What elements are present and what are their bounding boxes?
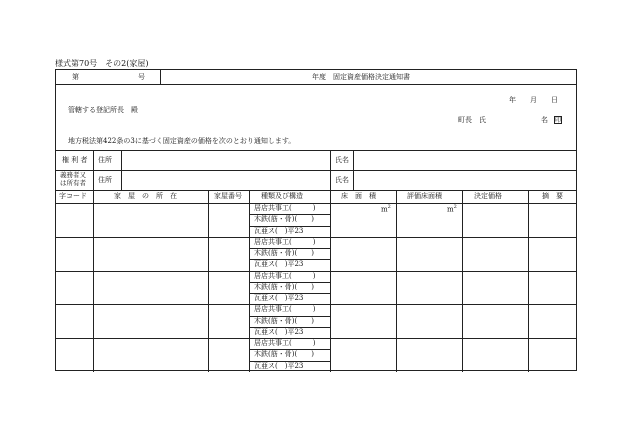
structure-line: 木鉄(筋・骨)( )	[254, 316, 314, 325]
header-eval-area: 評価床面積	[407, 192, 442, 200]
col-divider	[330, 190, 331, 372]
eval-area-unit	[447, 205, 457, 213]
header-aza-code: 字コード	[59, 192, 87, 200]
holder-row-bottom	[56, 170, 576, 171]
col-divider	[528, 190, 529, 372]
sender-name-prefix: 町長 氏	[458, 116, 486, 124]
title-row-bottom	[56, 84, 576, 85]
structure-line: 木鉄(筋・骨)( )	[254, 249, 314, 258]
table-row	[56, 338, 576, 339]
structure-line: 居店共事工( )	[254, 204, 316, 212]
form-title: 年度 固定資産価格決定通知書	[312, 73, 410, 81]
holder-address-label: 住所	[98, 156, 112, 164]
holder-name-label: 氏名	[335, 156, 349, 164]
sender-name-suffix: 名	[541, 116, 548, 124]
col-divider	[462, 190, 463, 372]
obligor-name-label: 氏名	[335, 176, 349, 184]
addressee: 管轄する登記所長 殿	[68, 106, 138, 114]
structure-line: 居店共事工( )	[254, 305, 316, 314]
area-unit-exponent: 2	[387, 204, 391, 210]
notice-body: 地方税法第422条の3に基づく固定資産の価格を次のとおり通知します。	[68, 137, 296, 145]
structure-line: 瓦亜ス( )平23	[254, 361, 304, 370]
notice-bottom	[56, 150, 576, 151]
go-label: 号	[138, 73, 145, 81]
header-structure: 種類及び構造	[261, 192, 303, 200]
structure-line: 瓦亜ス( )平23	[254, 327, 304, 336]
col-divider	[208, 190, 209, 372]
table-row	[56, 237, 576, 238]
obligor-address-label: 住所	[98, 176, 112, 184]
dai-label: 第	[72, 73, 79, 81]
header-remarks: 摘 要	[542, 192, 563, 200]
seal-mark: 印	[555, 117, 562, 124]
area-unit-exponent: 2	[453, 204, 457, 210]
notice-date: 年 月 日	[509, 96, 558, 104]
area-unit-text: m	[447, 205, 454, 214]
obligor-label-line2: は所有者	[60, 179, 86, 187]
valuation-notice-form	[55, 69, 577, 371]
header-floor-area: 床 面 積	[341, 192, 376, 200]
structure-line: 木鉄(筋・骨)( )	[254, 215, 314, 224]
structure-line: 木鉄(筋・骨)( )	[254, 350, 314, 359]
header-price: 決定価格	[474, 192, 502, 200]
table-row	[56, 271, 576, 272]
structure-line: 居店共事工( )	[254, 271, 316, 280]
col-divider	[396, 190, 397, 372]
floor-area-unit	[381, 205, 391, 213]
structure-line: 居店共事工( )	[254, 237, 316, 246]
table-row	[56, 304, 576, 305]
structure-line: 瓦亜ス( )平23	[254, 260, 304, 269]
header-house-number: 家屋番号	[214, 192, 242, 200]
col-divider	[93, 190, 94, 372]
holder-label: 権 利 者	[62, 156, 88, 164]
header-bottom	[56, 203, 576, 204]
title-divider	[160, 70, 161, 84]
area-unit-text: m	[381, 205, 388, 214]
obligor-label-line1: 義務者又	[60, 171, 86, 179]
form-number: 様式第70号 その2(家屋)	[55, 59, 149, 68]
structure-line: 居店共事工( )	[254, 339, 316, 348]
structure-line: 木鉄(筋・骨)( )	[254, 282, 314, 291]
parties-bottom	[56, 190, 576, 191]
header-location: 家 屋 の 所 在	[114, 192, 177, 200]
structure-line: 瓦亜ス( )平23	[254, 294, 304, 303]
structure-line: 瓦亜ス( )平23	[254, 226, 304, 235]
